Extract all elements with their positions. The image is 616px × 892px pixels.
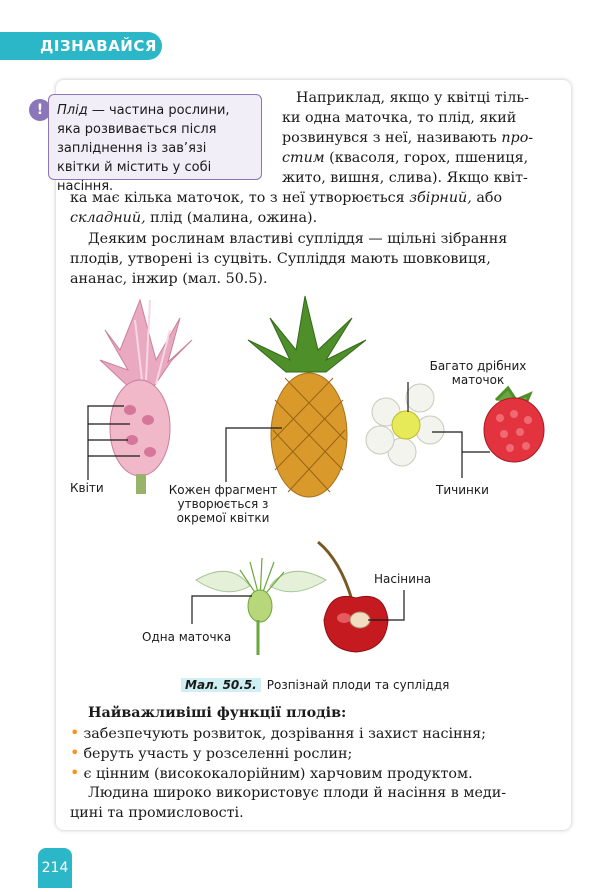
para1-line1: Наприклад, якщо у квітці тіль- (296, 90, 529, 106)
para2-line2: плодів, утворені із суцвіть. Супліддя мають шовковиця, (70, 251, 491, 267)
bullet-icon: • (70, 743, 80, 762)
bullet-icon: • (70, 763, 80, 782)
label-stamens: Тичинки (436, 483, 489, 497)
raspberry-flower-image (366, 384, 444, 466)
functions-heading: Найважливіші функції плодів: (88, 705, 347, 721)
para1-line5: жито, вишня, слива). Якщо квіт- (282, 170, 528, 186)
functions-item: • є цінним (висококалорійним) харчовим продуктом. (70, 763, 473, 782)
functions-item: • беруть участь у розселенні рослин; (70, 743, 353, 762)
para1-line7: складний, плід (малина, ожина). (70, 210, 318, 226)
para2-line3: ананас, інжир (мал. 50.5). (70, 271, 268, 287)
bullet-icon: • (70, 723, 80, 742)
label-fragment: Кожен фрагмент утворюється з окремої квітки (168, 483, 278, 525)
para1-line4: стим (квасоля, горох, пшениця, (282, 150, 529, 166)
label-flowers: Квіти (70, 481, 104, 495)
exclamation-icon: ! (29, 99, 51, 121)
closing-line1: Людина широко використовує плоди й насіння в меди- (88, 785, 507, 801)
pineapple-image (248, 296, 366, 497)
pink-pineapple-image (100, 300, 192, 494)
label-seed: Насінина (374, 572, 432, 586)
one-pistil-pointer-line (192, 596, 252, 624)
definition-text: — частина рослини, яка розвивається після запліднення із зав’язі квітки й містить у собі насіння. (57, 103, 230, 194)
raspberry-image (484, 388, 544, 462)
para1-line2: ки одна маточка, то плід, який (282, 110, 517, 126)
para1-line3: розвинувся з неї, називають про- (282, 130, 534, 146)
closing-line2: цині та промисловості. (70, 805, 244, 821)
figure-caption (181, 676, 449, 694)
label-one-pistil: Одна маточка (142, 630, 232, 644)
page-number: 214 (38, 848, 72, 888)
caption-text: Розпізнай плоди та супліддя (266, 678, 450, 692)
section-tab: ДІЗНАВАЙСЯ (0, 32, 162, 60)
functions-item: • забезпечують розвиток, дозрівання і захист насіння; (70, 723, 486, 742)
label-many-pistils: Багато дрібних маточок (429, 359, 527, 387)
caption-number: Мал. 50.5. (181, 678, 261, 692)
para2-line1: Деяким рослинам властиві супліддя — щільні зібрання (88, 231, 508, 247)
definition-term: Плід (57, 103, 88, 118)
cherry-image (318, 542, 388, 652)
para1-line6: ка має кілька маточок, то з неї утворюється збірний, або (70, 190, 503, 206)
